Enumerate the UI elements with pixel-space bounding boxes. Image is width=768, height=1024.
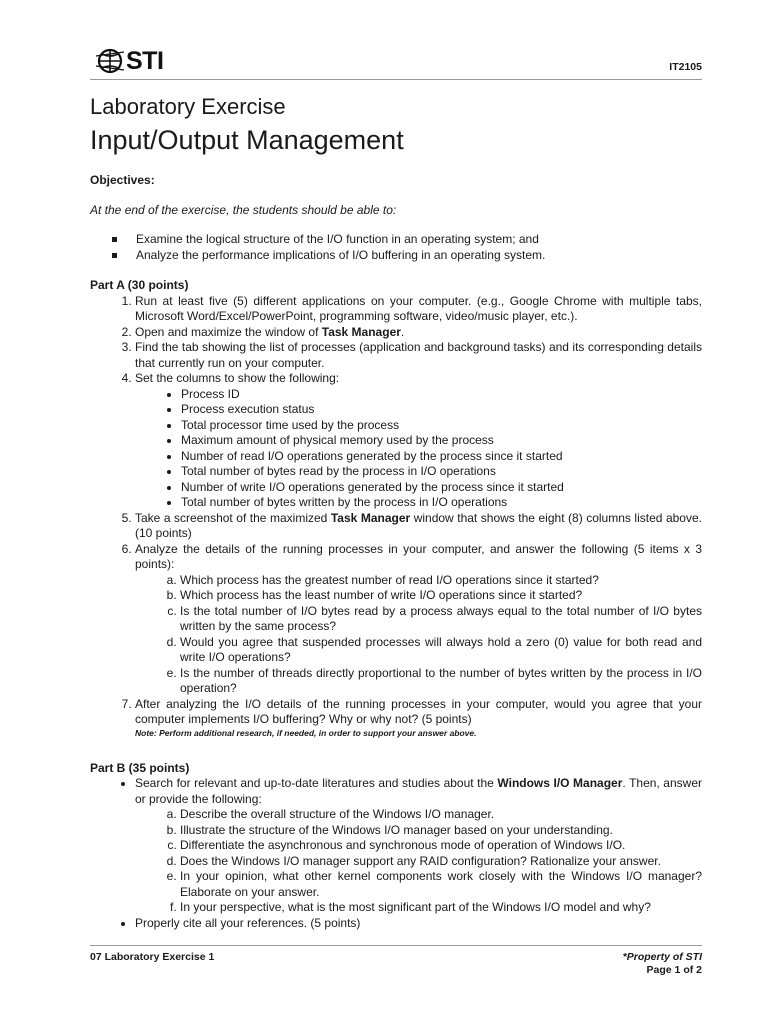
- step-text: Set the columns to show the following:: [135, 371, 340, 385]
- footer-property: *Property of STI: [622, 951, 702, 963]
- question-item: e. In your opinion, what other kernel components work closely with the Windows I/O manager? Elaborate on your answer.: [180, 869, 702, 900]
- step-item: [135, 542, 702, 697]
- step-text: Analyze the details of the running processes in your computer, and answer the following (5 items x 3 points):: [135, 541, 702, 571]
- course-code: IT2105: [669, 61, 702, 73]
- part-a-steps: [90, 294, 702, 739]
- columns-list: [135, 387, 702, 511]
- document-body: [90, 173, 702, 931]
- globe-icon: [96, 48, 124, 74]
- part-b-item: [135, 776, 702, 916]
- column-item: • Total processor time used by the process: [181, 418, 702, 434]
- question-item: c. Differentiate the asynchronous and synchronous mode of operation of Windows I/O.: [180, 838, 702, 854]
- part-b-heading: Part B (35 points): [90, 760, 190, 775]
- page-title: Input/Output Management: [90, 125, 404, 155]
- step-item: [135, 371, 702, 511]
- step-text: .: [400, 324, 405, 339]
- question-item: d. Would you agree that suspended processes will always hold a zero (0) value for both read and write I/O operations?: [180, 635, 702, 666]
- question-item: f. In your perspective, what is the most significant part of the Windows I/O model and why?: [180, 900, 702, 916]
- note: [135, 728, 702, 739]
- column-item: • Process execution status: [181, 402, 702, 418]
- note-label: Note:: [135, 727, 157, 738]
- page-number: Page 1 of 2: [646, 964, 702, 976]
- question-item: a. Describe the overall structure of the Windows I/O manager.: [180, 807, 702, 823]
- footer-info: [623, 951, 702, 977]
- lab-title: Laboratory Exercise: [90, 94, 286, 119]
- step-item: [135, 697, 702, 739]
- part-b-questions: [135, 807, 702, 916]
- column-item: • Total number of bytes read by the process in I/O operations: [181, 464, 702, 480]
- part-b-text: . Then, answer or provide the following:: [135, 776, 702, 806]
- part-b-list: [90, 776, 702, 931]
- column-item: • Total number of bytes written by the process in I/O operations: [181, 495, 702, 511]
- sti-logo: [96, 48, 163, 74]
- step-text: Find the tab showing the list of processes (application and background tasks) and its corresponding details that currently run on your computer.: [135, 340, 702, 370]
- question-item: d. Does the Windows I/O manager support any RAID configuration? Rationalize your answer.: [180, 854, 702, 870]
- logo-text: STI: [126, 47, 164, 75]
- step-text: Take a screenshot of the maximized: [135, 510, 331, 525]
- objectives-list: [90, 232, 702, 263]
- part-b-text: Search for relevant and up-to-date literatures and studies about the: [135, 776, 498, 790]
- step-text: window that shows the eight (8) columns listed above. (10 points): [135, 510, 702, 540]
- step-item: [135, 294, 702, 325]
- step-bold-text: Task Manager: [321, 324, 401, 339]
- step-text: Run at least five (5) different applications on your computer. (e.g., Google Chrome with multiple tabs, Microsoft Word/Excel/PowerPoint, programming software, video/music player, etc.).: [135, 293, 702, 323]
- footer-divider: [90, 945, 702, 946]
- question-item: c. Is the total number of I/O bytes read by a process always equal to the total number of I/O bytes written by the same process?: [180, 604, 702, 635]
- question-item: a. Which process has the greatest number of read I/O operations since it started?: [180, 573, 702, 589]
- step-item: [135, 340, 702, 371]
- column-item: • Number of write I/O operations generated by the process since it started: [181, 480, 702, 496]
- objective-item: Analyze the performance implications of I/O buffering in an operating system.: [112, 248, 702, 264]
- question-item: b. Which process has the least number of write I/O operations since it started?: [180, 588, 702, 604]
- question-item: e. Is the number of threads directly proportional to the number of bytes written by the process in I/O operation?: [180, 666, 702, 697]
- column-item: • Number of read I/O operations generated by the process since it started: [181, 449, 702, 465]
- objective-item: Examine the logical structure of the I/O function in an operating system; and: [112, 232, 702, 248]
- part-b-item: • Properly cite all your references. (5 points): [135, 916, 702, 932]
- part-a-heading: Part A (30 points): [90, 278, 189, 292]
- footer-doc-name: 07 Laboratory Exercise 1: [90, 951, 215, 963]
- step-text: Open and maximize the window of: [135, 324, 322, 339]
- questions-list: [135, 573, 702, 697]
- header-divider: [90, 79, 702, 80]
- note-text: Perform additional research, if needed, in order to support your answer above.: [156, 727, 477, 738]
- step-bold-text: Task Manager: [330, 510, 411, 525]
- step-item: [135, 511, 702, 542]
- part-b-bold-text: Windows I/O Manager: [497, 776, 623, 790]
- column-item: • Maximum amount of physical memory used by the process: [181, 433, 702, 449]
- step-text: After analyzing the I/O details of the running processes in your computer, would you agree that your computer implements I/O buffering? Why or why not? (5 points): [135, 696, 702, 726]
- step-item: [135, 325, 702, 341]
- question-item: b. Illustrate the structure of the Windows I/O manager based on your understanding.: [180, 823, 702, 839]
- objectives-heading: Objectives:: [90, 173, 155, 187]
- objectives-intro: At the end of the exercise, the students should be able to:: [90, 202, 397, 217]
- column-item: • Process ID: [181, 387, 702, 403]
